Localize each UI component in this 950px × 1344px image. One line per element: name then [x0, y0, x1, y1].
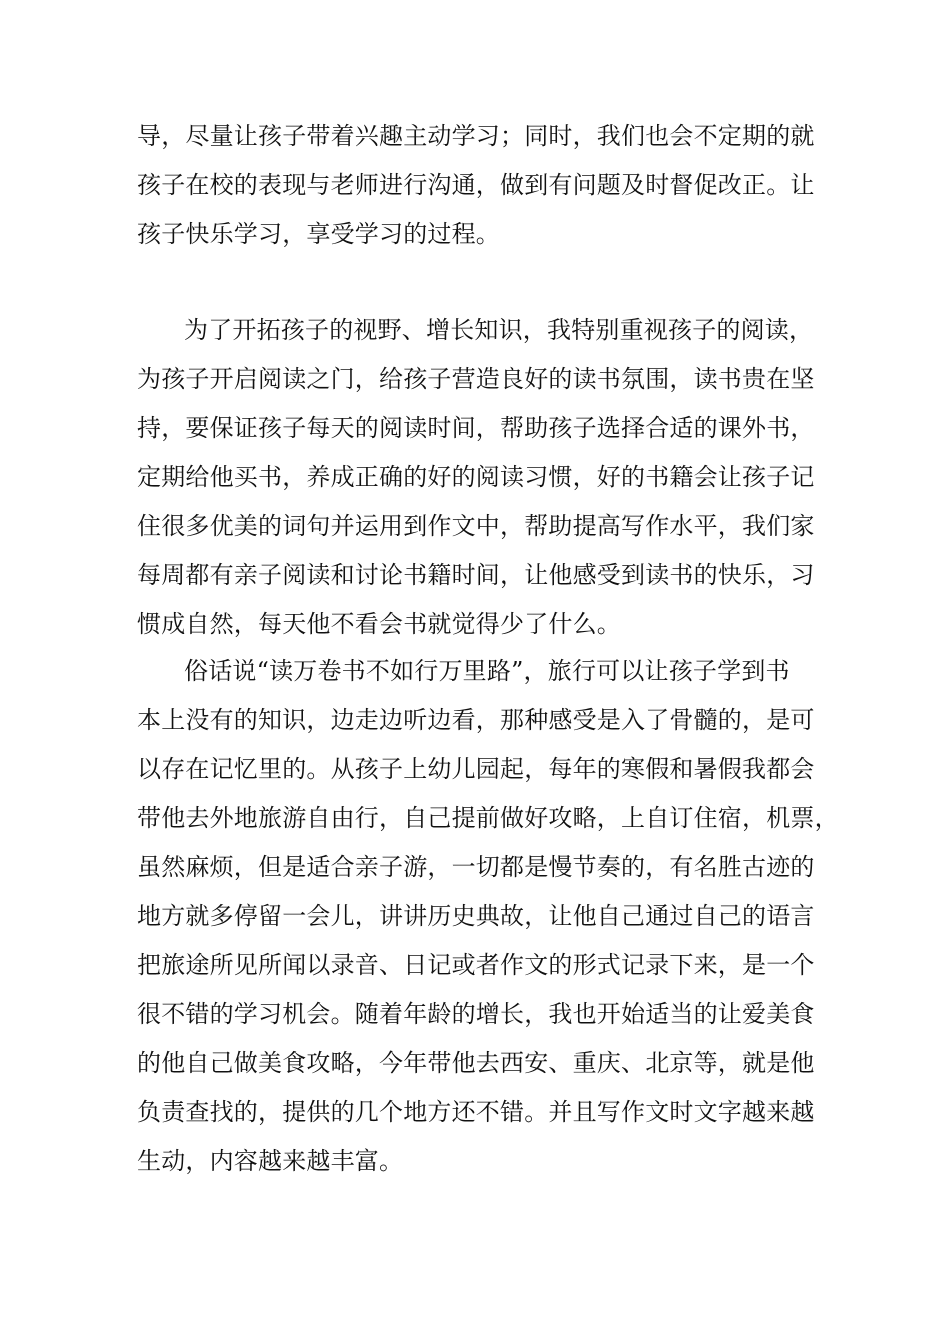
text-line: 持，要保证孩子每天的阅读时间，帮助孩子选择合适的课外书，: [137, 414, 815, 442]
paragraph-reading: [137, 306, 827, 649]
text-line: 导，尽量让孩子带着兴趣主动学习；同时，我们也会不定期的就: [137, 122, 815, 150]
paragraph-travel: [137, 647, 839, 1186]
text-line: 孩子在校的表现与老师进行沟通，做到有问题及时督促改正。让: [137, 171, 815, 199]
text-line: 把旅途所见所闻以录音、日记或者作文的形式记录下来，是一个: [137, 951, 815, 979]
text-line: 地方就多停留一会儿，讲讲历史典故，让他自己通过自己的语言: [137, 902, 815, 930]
text-line: 带他去外地旅游自由行，自己提前做好攻略，上自订住宿，机票，: [137, 804, 839, 832]
text-line: 以存在记忆里的。从孩子上幼儿园起，每年的寒假和暑假我都会: [137, 755, 815, 783]
text-line: 本上没有的知识，边走边听边看，那种感受是入了骨髓的，是可: [137, 706, 815, 734]
text-line: 每周都有亲子阅读和讨论书籍时间，让他感受到读书的快乐，习: [137, 561, 815, 589]
text-line: 为孩子开启阅读之门，给孩子营造良好的读书氛围，读书贵在坚: [137, 365, 815, 393]
text-line: 惯成自然，每天他不看会书就觉得少了什么。: [137, 610, 621, 638]
text-line: 俗话说“读万卷书不如行万里路”，旅行可以让孩子学到书: [184, 657, 790, 685]
text-line: 住很多优美的词句并运用到作文中，帮助提高写作水平，我们家: [137, 512, 815, 540]
text-line: 定期给他买书，养成正确的好的阅读习惯，好的书籍会让孩子记: [137, 463, 815, 491]
paragraph-continuation: [137, 112, 827, 259]
text-line: 虽然麻烦，但是适合亲子游，一切都是慢节奏的，有名胜古迹的: [137, 853, 815, 881]
text-line: 生动，内容越来越丰富。: [137, 1147, 404, 1175]
text-line: 孩子快乐学习，享受学习的过程。: [137, 220, 500, 248]
text-line: 负责查找的，提供的几个地方还不错。并且写作文时文字越来越: [137, 1098, 815, 1126]
text-line: 很不错的学习机会。随着年龄的增长，我也开始适当的让爱美食: [137, 1000, 815, 1028]
text-line: 为了开拓孩子的视野、增长知识，我特别重视孩子的阅读，: [184, 316, 814, 344]
text-line: 的他自己做美食攻略，今年带他去西安、重庆、北京等，就是他: [137, 1049, 815, 1077]
